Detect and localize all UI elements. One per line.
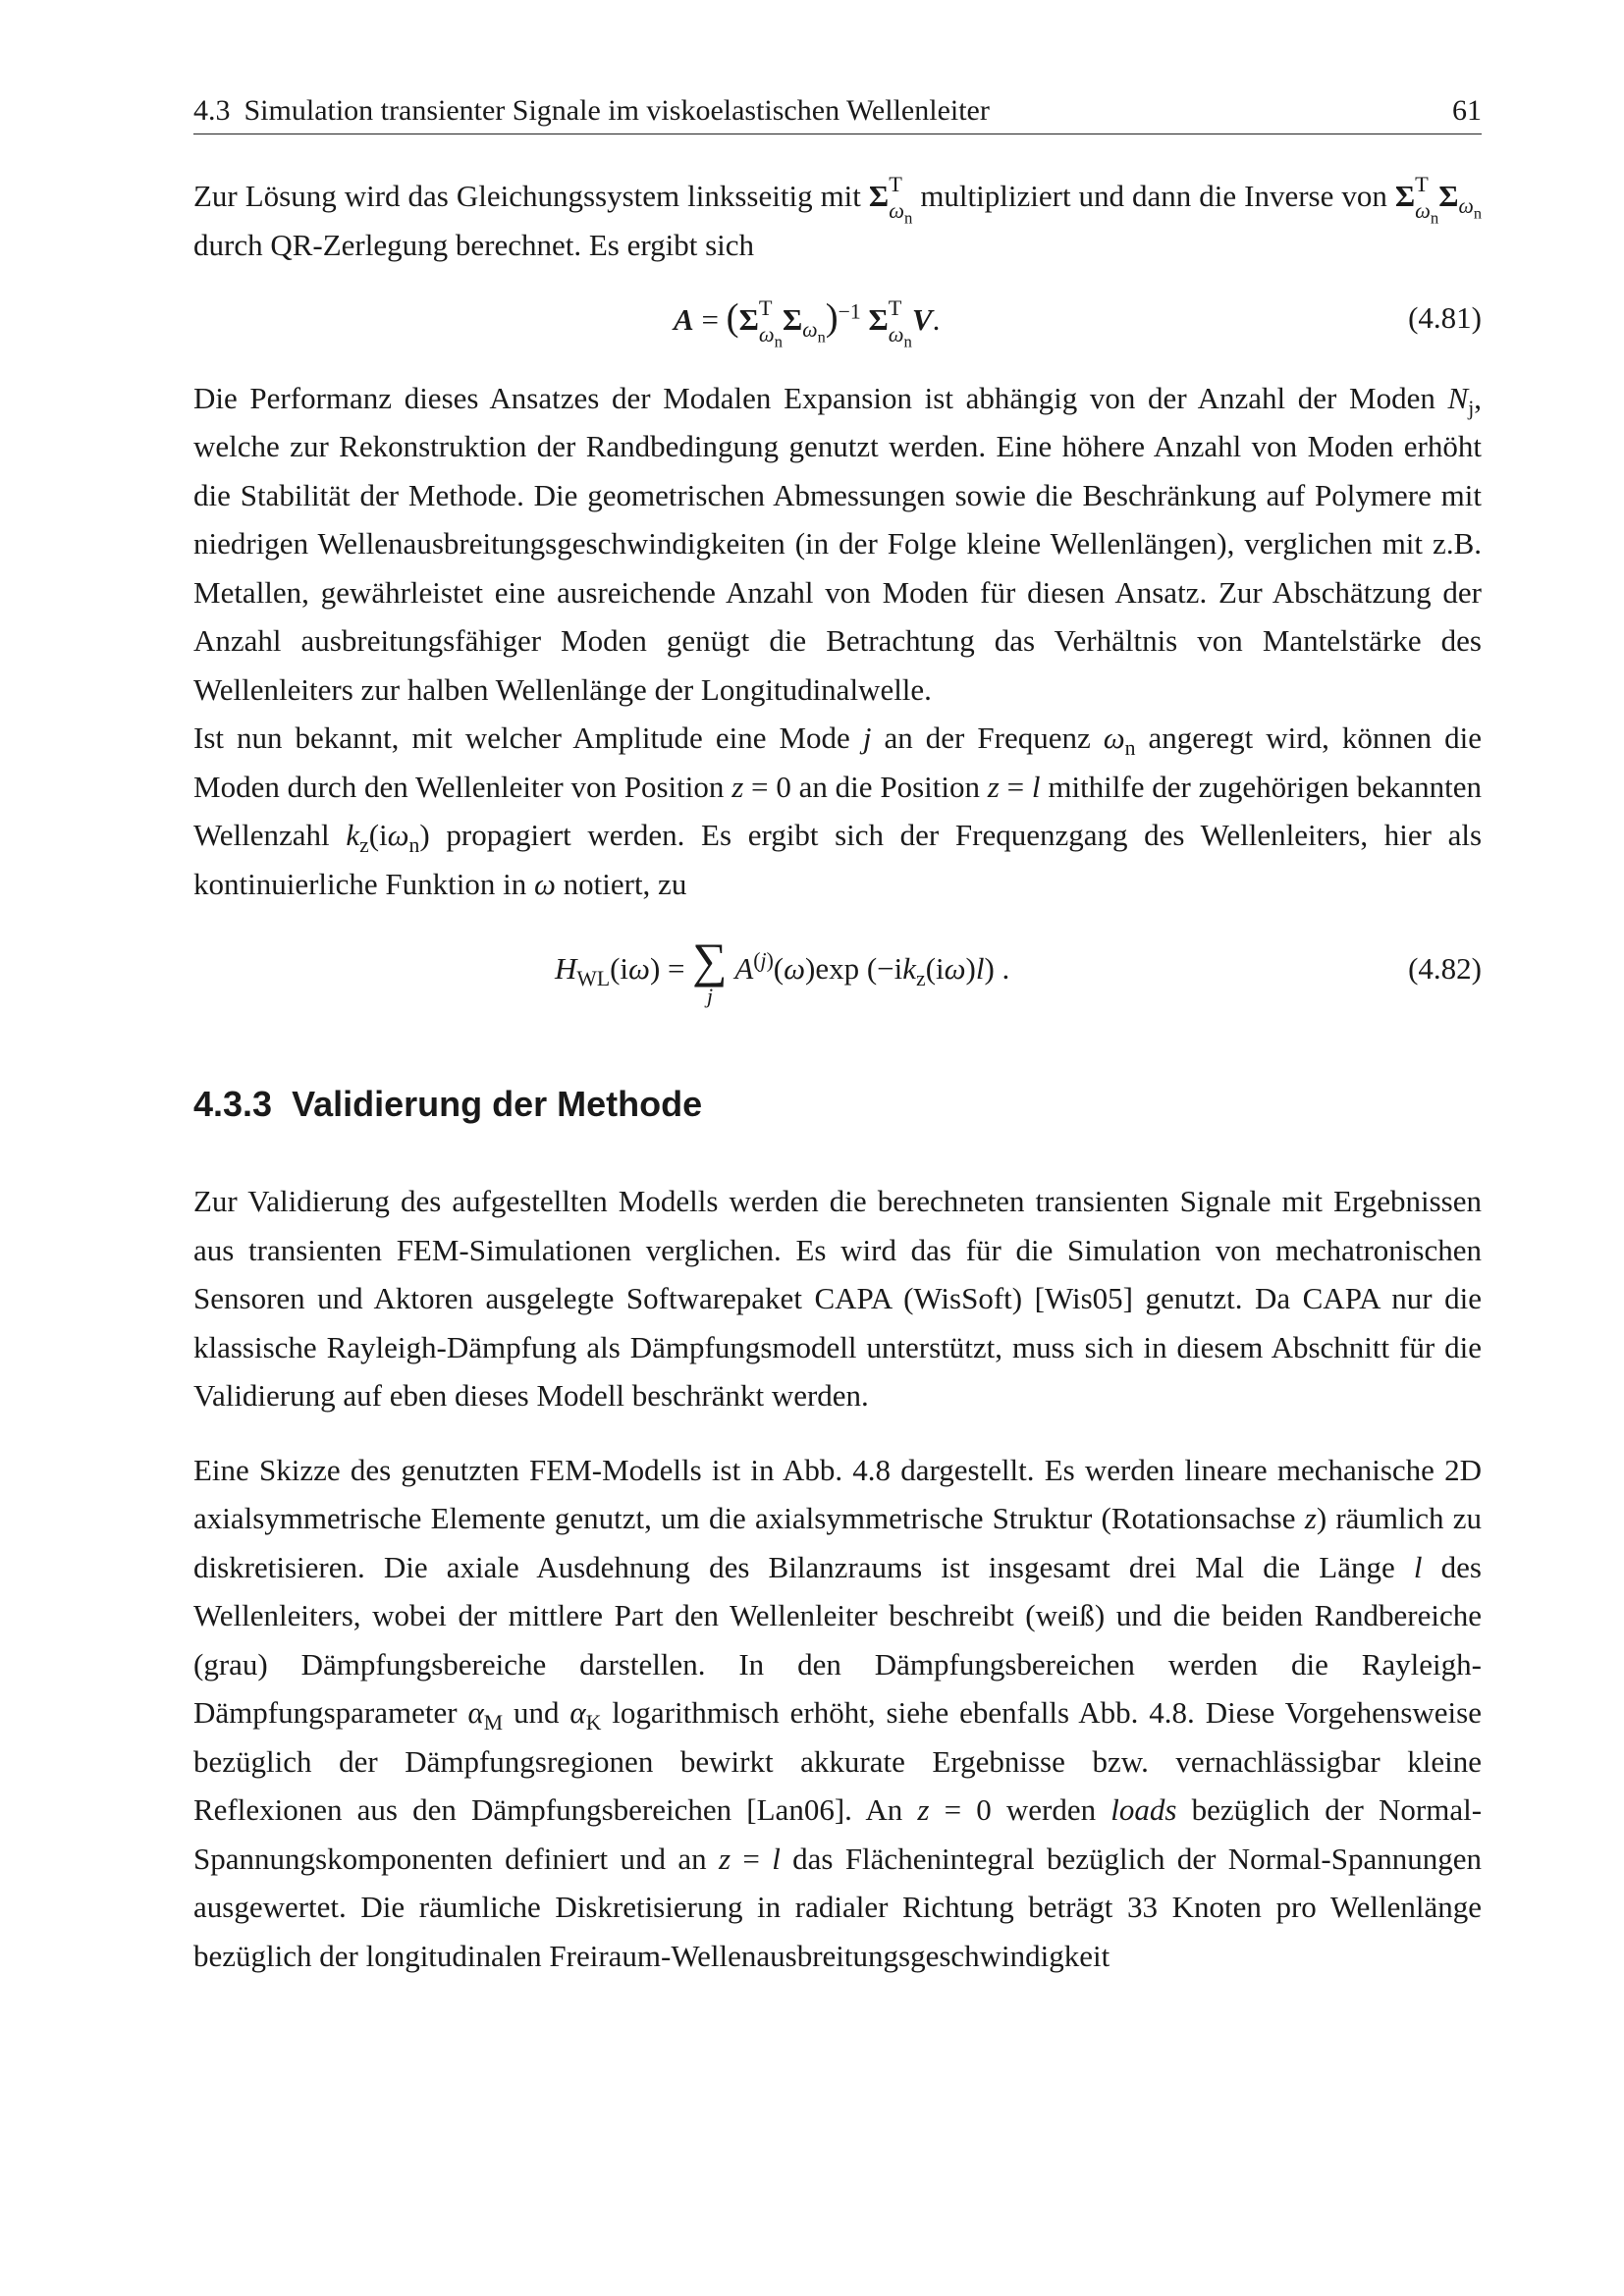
paragraph-propagation	[193, 714, 1482, 908]
math-sigma-transposed: Σ T $\omega_n$	[868, 172, 913, 228]
para5-text-5: logarithmisch erhöht, siehe ebenfalls Abb. 4.8. Diese Vorgehensweise bezüglich der Dämpfungsregionen bewirkt akkurate Ergebnisse bzw. vernachlässigbar kleine Reflexionen aus den Dämpfungsbereichen [Lan06]. An	[193, 1695, 1482, 1828]
para3-text-2: an der Frequenz	[884, 721, 1091, 756]
para5-text-8: bezüglich der Normal-Spannungskomponenten definiert und an	[193, 1792, 1483, 1876]
paragraph-fem-model	[193, 1446, 1482, 1981]
para3-text-5: mithilfe der zugehörigen bekannten Wellenzahl	[193, 769, 1483, 853]
para3-text-4: an die Position	[798, 769, 980, 804]
math-omega-n: $\omega_n$	[1103, 721, 1136, 761]
para3-text-3: angeregt wird, können die Moden durch den Wellenleiter von Position	[193, 721, 1483, 804]
para5-text-6: werden	[1005, 1792, 1097, 1828]
math-z-eq-l-b: z = l	[718, 1841, 781, 1876]
para5-text-4: und	[513, 1695, 560, 1731]
para3-text-6: propagiert werden. Es ergibt sich der Frequenzgang des Wellenleiters, hier als kontinuierliche Funktion in	[193, 818, 1483, 901]
running-head	[193, 94, 1482, 134]
loads-term: loads	[1110, 1792, 1177, 1828]
sum-symbol: ∑ j	[692, 934, 728, 1008]
math-j: j	[862, 721, 872, 756]
math-z-eq-0: z = 0	[731, 769, 791, 804]
equation-4-82-number: (4.82)	[1408, 951, 1482, 987]
equation-4-82-body: $H_{WL}(i\omega)$ = ∑ j $A^{(j)}(\omega)\exp$ $(-ik_z(i\omega)l)$ .	[555, 934, 1010, 1008]
section-heading	[193, 1083, 1482, 1126]
running-head-section-title: Simulation transienter Signale im viskoelastischen Wellenleiter	[244, 94, 990, 127]
running-head-section-number: 4.3	[193, 94, 231, 127]
math-alpha-m: $\alpha_M$	[467, 1695, 504, 1735]
para5-text-2: ) räumlich zu diskretisieren. Die axiale Ausdehnung des Bilanzraums ist insgesamt drei Mal die Länge	[193, 1501, 1483, 1584]
paragraph-solution	[193, 172, 1482, 270]
para1-text-3: durch QR-Zerlegung berechnet. Es ergibt sich	[193, 228, 755, 263]
para2-text-1: Die Performanz dieses Ansatzes der Modalen Expansion ist abhängig von der Anzahl der Moden	[193, 380, 1435, 415]
equation-4-81-body: A = (Σ T $\omega_n$ $\Sigma_{\omega_n})^{-1}$ Σ T $\omega_n$ V.	[674, 294, 941, 351]
para3-text-1: Ist nun bekannt, mit welcher Amplitude eine Mode	[193, 721, 850, 756]
paragraph-performance: Die Performanz dieses Ansatzes der Modalen Expansion ist abhängig von der Anzahl der Moden $N_j$, welche zur Rekonstruktion der Randbedingung genutzt werden. Eine höhere Anzahl von Moden erhöht die Stabilität der Methode. Die geometrischen Abmessungen sowie die Beschränkung auf Polymere mit niedrigen Wellenausbreitungsgeschwindigkeiten (in der Folge kleine Wellenlängen), verglichen mit z.B. Metallen, gewährleistet eine ausreichende Anzahl von Moden für diesen Ansatz. Zur Abschätzung der Anzahl ausbreitungsfähiger Moden genügt die Betrachtung das Verhältnis von Mantelstärke des Wellenleiters zur halben Wellenlänge der Longitudinalwelle.	[193, 380, 1482, 707]
math-kz: $k_z(i\omega_n)$	[346, 818, 430, 858]
para5-text-1: Eine Skizze des genutzten FEM-Modells ist in Abb. 4.8 dargestellt. Es werden lineare mechanische 2D axialsymmetrische Elemente genutzt, um die axialsymmetrische Struktur (Rotationsachse	[193, 1452, 1482, 1536]
math-z-eq-0-b: z = 0	[917, 1792, 992, 1828]
para1-text-2: multipliziert und dann die Inverse von	[920, 179, 1387, 213]
para5-text-9: das Flächenintegral bezüglich der Normal-Spannungen ausgewertet. Die räumliche Diskretisierung in radialer Richtung beträgt 33 Knoten pro Wellenlänge bezüglich der longitudinalen Freiraum-Wellenausbreitungsgeschwindigkeit	[193, 1841, 1483, 1973]
section-number: 4.3.3	[193, 1084, 273, 1125]
math-nj: N	[1447, 380, 1469, 415]
math-alpha-k: $\alpha_K$	[569, 1695, 602, 1735]
para2-text-2: , welche zur Rekonstruktion der Randbedingung genutzt werden. Eine höhere Anzahl von Moden erhöht die Stabilität der Methode. Die geometrischen Abmessungen sowie die Beschränkung auf Polymere mit niedrigen Wellenausbreitungsgeschwindigkeiten (in der Folge kleine Wellenlängen), verglichen mit z.B. Metallen, gewährleistet eine ausreichende Anzahl von Moden für diesen Ansatz. Zur Abschätzung der Anzahl ausbreitungsfähiger Moden genügt die Betrachtung das Verhältnis von Mantelstärke des Wellenleiters zur halben Wellenlänge der Longitudinalwelle.	[193, 380, 1482, 707]
math-l: l	[1413, 1549, 1423, 1584]
paragraph-validation: Zur Validierung des aufgestellten Modells werden die berechneten transienten Signale mit Ergebnissen aus transienten FEM-Simulationen verglichen. Es wird das für die Simulation von mechatronischen Sensoren und Aktoren ausgelegte Softwarepaket CAPA (WisSoft) [Wis05] genutzt. Da CAPA nur die klassische Rayleigh-Dämpfung als Dämpfungsmodell unterstützt, muss sich in diesem Abschnitt für die Validierung auf eben dieses Modell beschränkt werden.	[193, 1184, 1482, 1414]
equation-4-82	[193, 930, 1482, 1008]
equation-4-81-number: (4.81)	[1408, 299, 1482, 335]
para3-text-7: notiert, zu	[563, 866, 687, 901]
math-z: z	[1304, 1501, 1317, 1536]
page-number: 61	[1452, 94, 1482, 127]
para5-text-3: des Wellenleiters, wobei der mittlere Part den Wellenleiter beschreibt (weiß) und die beiden Randbereiche (grau) Dämpfungsbereiche darstellen. In den Dämpfungsbereichen werden die Rayleigh-Dämpfungsparameter	[193, 1549, 1482, 1731]
math-z-eq-l: z = l	[987, 769, 1041, 804]
running-head-title	[193, 94, 990, 128]
math-omega: ω	[534, 866, 556, 901]
para1-text-1: Zur Lösung wird das Gleichungssystem linksseitig mit	[193, 179, 861, 213]
section-title: Validierung der Methode	[292, 1084, 703, 1125]
page	[193, 94, 1482, 1980]
equation-4-81	[193, 284, 1482, 352]
math-sigma-product: Σ T $\omega_n$ $\Sigma_{\omega_n}$	[1394, 172, 1482, 228]
